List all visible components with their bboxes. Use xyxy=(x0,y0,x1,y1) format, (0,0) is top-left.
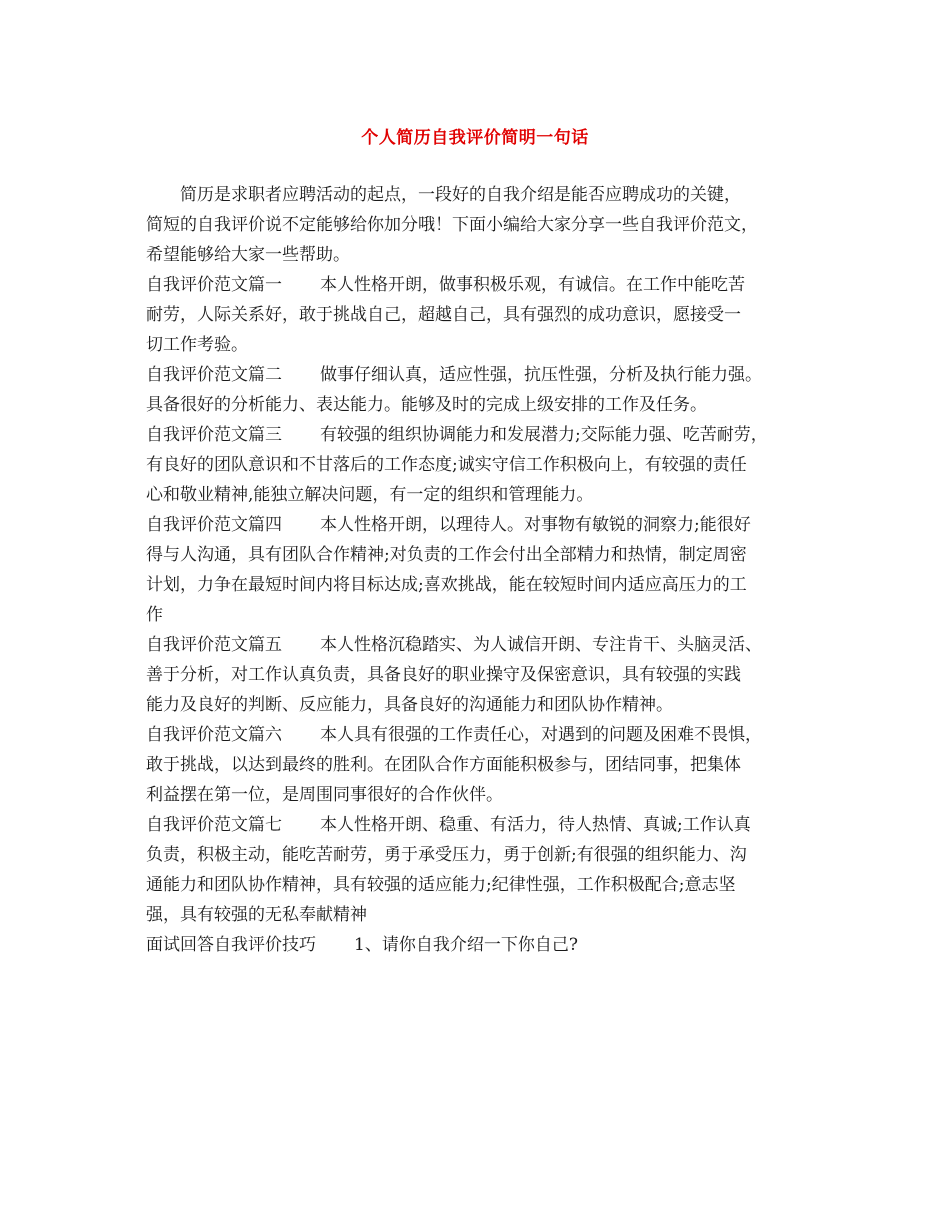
section-text: 心和敬业精神,能独立解决问题，有一定的组织和管理能力。 xyxy=(146,485,594,505)
section-first-line xyxy=(146,360,816,390)
section-text: 本人性格沉稳踏实、为人诚信开朗、专注肯干、头脑灵活、 xyxy=(320,635,762,655)
section-heading: 自我评价范文篇一 xyxy=(146,275,282,295)
intro-line: 希望能够给大家一些帮助。 xyxy=(146,245,350,265)
section-heading: 自我评价范文篇七 xyxy=(146,815,282,835)
section-text: 耐劳，人际关系好，敢于挑战自己，超越自己，具有强烈的成功意识，愿接受一 xyxy=(146,305,741,325)
section-first-line xyxy=(146,420,816,450)
section-text: 强，具有较强的无私奉献精神 xyxy=(146,905,367,925)
section-first-line xyxy=(146,810,816,840)
section-text: 本人性格开朗，以理待人。对事物有敏锐的洞察力;能很好 xyxy=(320,515,751,535)
section-first-line xyxy=(146,510,816,540)
section-heading: 自我评价范文篇二 xyxy=(146,365,282,385)
section-text: 1、请你自我介绍一下你自己? xyxy=(354,935,578,955)
intro-line: 简历是求职者应聘活动的起点，一段好的自我介绍是能否应聘成功的关键， xyxy=(180,185,741,205)
section-text: 通能力和团队协作精神，具有较强的适应能力;纪律性强，工作积极配合;意志坚 xyxy=(146,875,736,895)
section-text: 计划，力争在最短时间内将目标达成;喜欢挑战，能在较短时间内适应高压力的工 xyxy=(146,575,747,595)
section-text: 作 xyxy=(146,605,163,625)
section-heading: 自我评价范文篇三 xyxy=(146,425,282,445)
section-text: 有较强的组织协调能力和发展潜力;交际能力强、吃苦耐劳， xyxy=(320,425,768,445)
section-heading: 自我评价范文篇五 xyxy=(146,635,282,655)
section-text: 本人性格开朗，做事积极乐观，有诚信。在工作中能吃苦 xyxy=(320,275,745,295)
section-text: 具备很好的分析能力、表达能力。能够及时的完成上级安排的工作及任务。 xyxy=(146,395,707,415)
section-heading: 面试回答自我评价技巧 xyxy=(146,935,316,955)
section-heading: 自我评价范文篇四 xyxy=(146,515,282,535)
section-text: 做事仔细认真，适应性强，抗压性强，分析及执行能力强。 xyxy=(320,365,762,385)
section-text: 切工作考验。 xyxy=(146,335,248,355)
section-text: 有良好的团队意识和不甘落后的工作态度;诚实守信工作积极向上，有较强的责任 xyxy=(146,455,747,475)
section-text: 能力及良好的判断、反应能力，具备良好的沟通能力和团队协作精神。 xyxy=(146,695,673,715)
document-body xyxy=(146,180,816,960)
section-first-line xyxy=(146,930,816,960)
section-heading: 自我评价范文篇六 xyxy=(146,725,282,745)
section-first-line xyxy=(146,720,816,750)
section-text: 善于分析，对工作认真负责，具备良好的职业操守及保密意识，具有较强的实践 xyxy=(146,665,741,685)
section-first-line xyxy=(146,270,816,300)
section-text: 利益摆在第一位，是周围同事很好的合作伙伴。 xyxy=(146,785,503,805)
section-text: 得与人沟通，具有团队合作精神;对负责的工作会付出全部精力和热情，制定周密 xyxy=(146,545,747,565)
section-text: 敢于挑战，以达到最终的胜利。在团队合作方面能积极参与，团结同事，把集体 xyxy=(146,755,741,775)
intro-line: 简短的自我评价说不定能够给你加分哦！下面小编给大家分享一些自我评价范文， xyxy=(146,215,758,235)
section-text: 本人性格开朗、稳重、有活力，待人热情、真诚;工作认真 xyxy=(320,815,751,835)
section-text: 本人具有很强的工作责任心，对遇到的问题及困难不畏惧， xyxy=(320,725,762,745)
section-text: 负责，积极主动，能吃苦耐劳，勇于承受压力，勇于创新;有很强的组织能力、沟 xyxy=(146,845,747,865)
document-title: 个人简历自我评价简明一句话 xyxy=(361,128,589,148)
section-first-line xyxy=(146,630,816,660)
